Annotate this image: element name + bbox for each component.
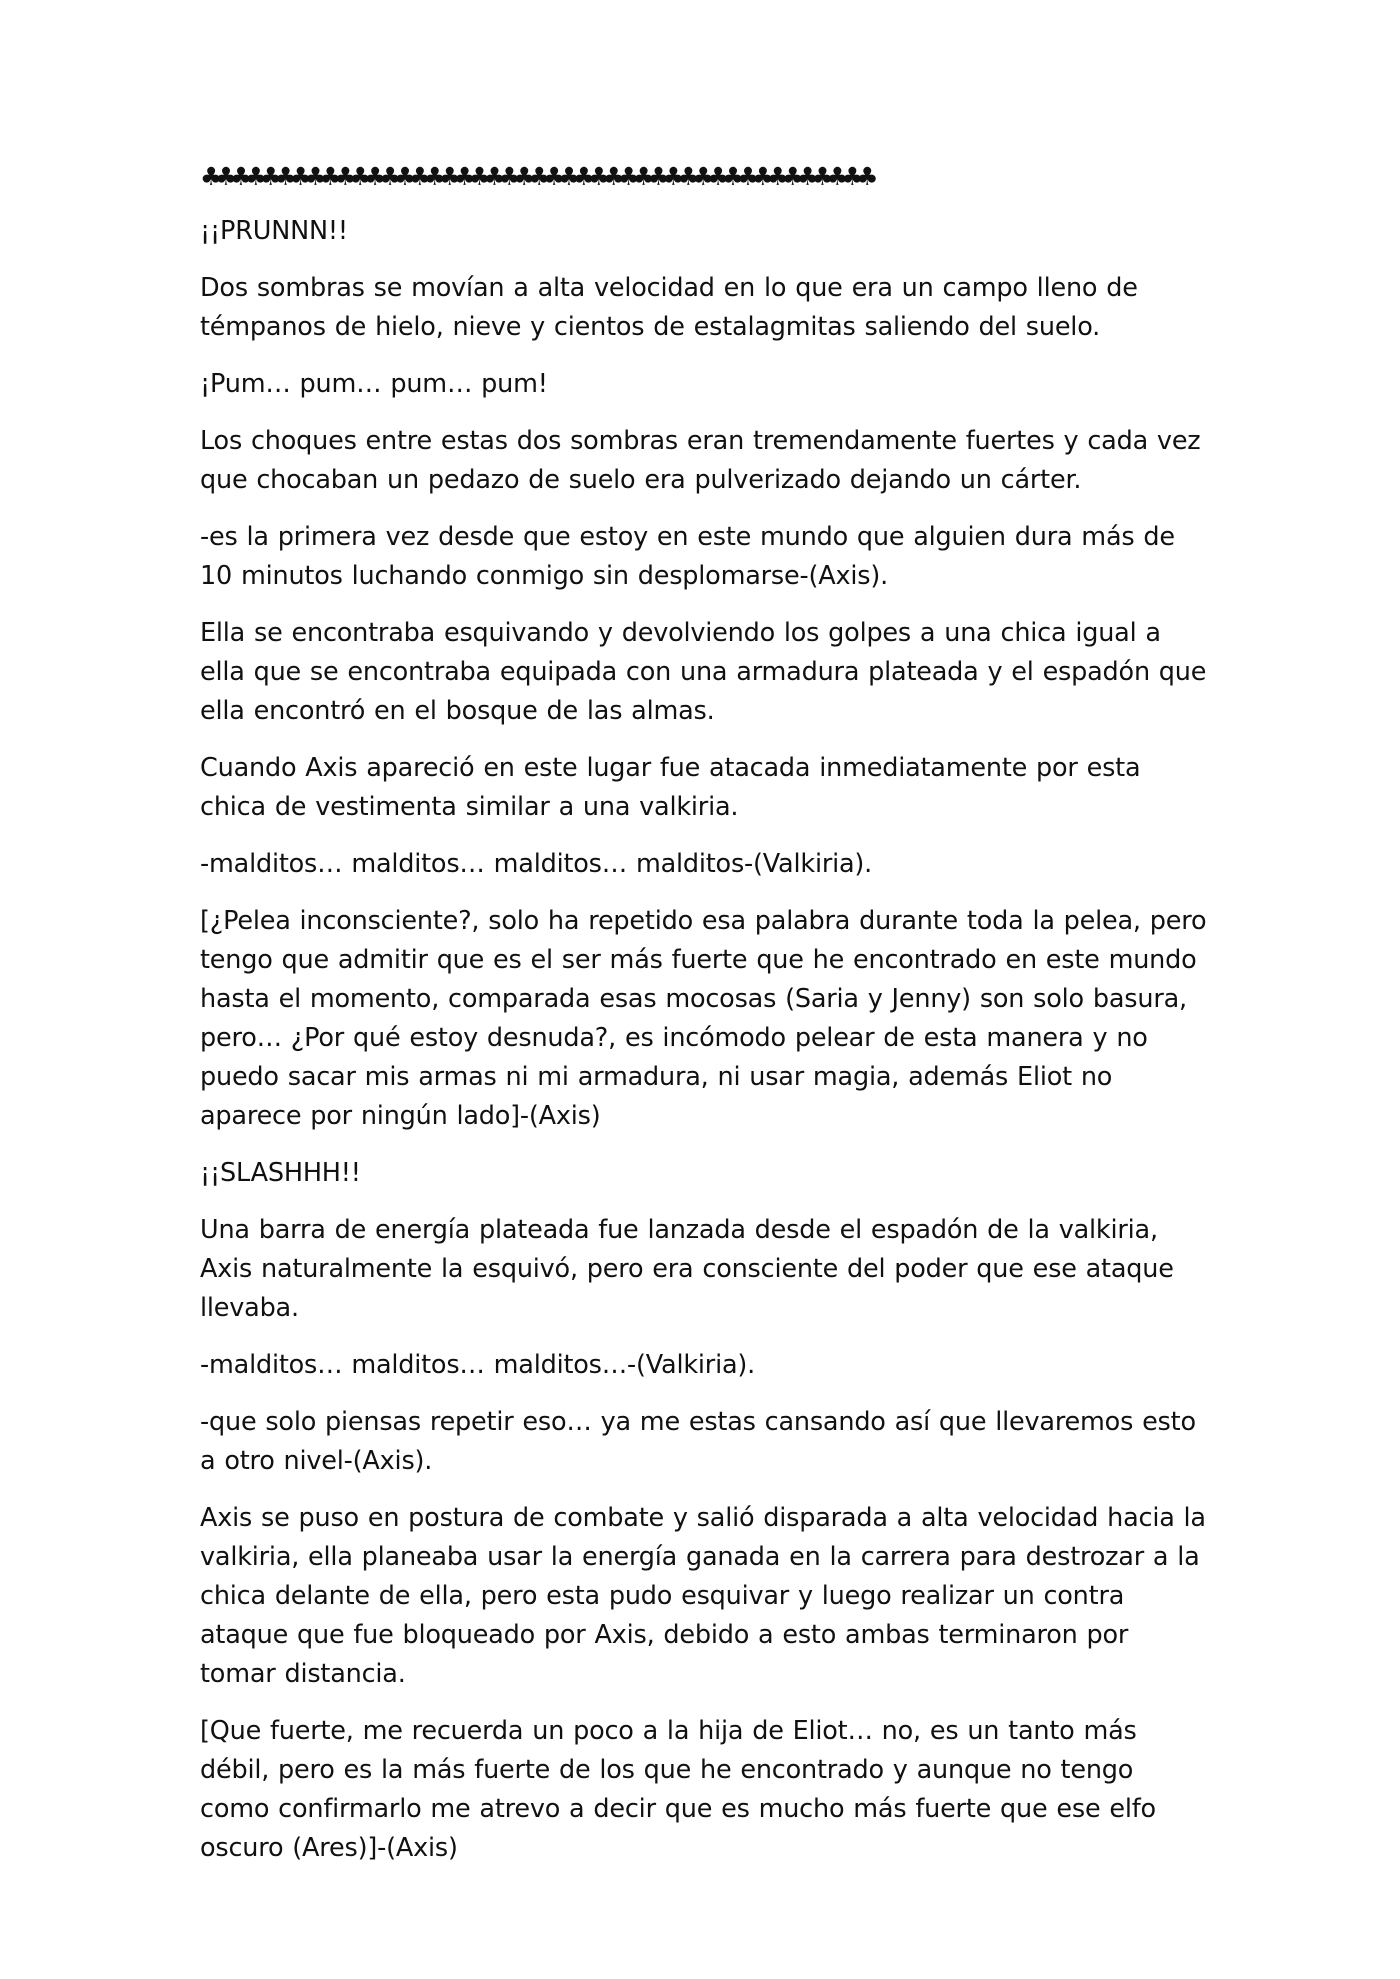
paragraph: Axis se puso en postura de combate y salió disparada a alta velocidad hacia la valkiria, ella planeaba usar la energía ganada en la carrera para destrozar a la chica delante de ella, pero esta pudo esquivar y luego realizar un contra ataque que fue bloqueado por Axis, debido a esto ambas terminaron por tomar distancia. (200, 1503, 1206, 1689)
paragraph: ¡Pum… pum… pum… pum! (200, 369, 548, 399)
paragraph: -malditos… malditos… malditos… malditos-(Valkiria). (200, 849, 873, 879)
paragraph: ¡¡SLASHHH!! (200, 1158, 361, 1188)
paragraph: ¡¡PRUNNN!! (200, 216, 348, 246)
paragraph: [¿Pelea inconsciente?, solo ha repetido esa palabra durante toda la pelea, pero tengo que admitir que es el ser más fuerte que he encontrado en este mundo hasta el momento, comparada esas mocosas (Saria y Jenny) son solo basura, pero… ¿Por qué estoy desnuda?, es incómodo pelear de esta manera y no puedo sacar mis armas ni mi armadura, ni usar magia, además Eliot no aparece por ningún lado]-(Axis) (200, 906, 1207, 1131)
paragraph: -malditos… malditos… malditos…-(Valkiria). (200, 1350, 756, 1380)
document-page (200, 160, 1210, 1886)
scene-divider: ♣♣♣♣♣♣♣♣♣♣♣♣♣♣♣♣♣♣♣♣♣♣♣♣♣♣♣♣♣♣♣♣♣♣♣♣♣♣♣♣♣♣♣♣♣ (200, 162, 872, 191)
paragraph: Los choques entre estas dos sombras eran tremendamente fuertes y cada vez que chocaban un pedazo de suelo era pulverizado dejando un cárter. (200, 426, 1201, 495)
paragraph: Cuando Axis apareció en este lugar fue atacada inmediatamente por esta chica de vestimenta similar a una valkiria. (200, 753, 1141, 822)
paragraph: Ella se encontraba esquivando y devolviendo los golpes a una chica igual a ella que se encontraba equipada con una armadura plateada y el espadón que ella encontró en el bosque de las almas. (200, 618, 1207, 726)
paragraph: Una barra de energía plateada fue lanzada desde el espadón de la valkiria, Axis naturalmente la esquivó, pero era consciente del poder que ese ataque llevaba. (200, 1215, 1174, 1323)
paragraph: [Que fuerte, me recuerda un poco a la hija de Eliot… no, es un tanto más débil, pero es la más fuerte de los que he encontrado y aunque no tengo como confirmarlo me atrevo a decir que es mucho más fuerte que ese elfo oscuro (Ares)]-(Axis) (200, 1716, 1156, 1863)
paragraph: -es la primera vez desde que estoy en este mundo que alguien dura más de 10 minutos luchando conmigo sin desplomarse-(Axis). (200, 522, 1175, 591)
paragraph: -que solo piensas repetir eso… ya me estas cansando así que llevaremos esto a otro nivel-(Axis). (200, 1407, 1196, 1476)
paragraph: Dos sombras se movían a alta velocidad en lo que era un campo lleno de témpanos de hielo, nieve y cientos de estalagmitas saliendo del suelo. (200, 273, 1138, 342)
